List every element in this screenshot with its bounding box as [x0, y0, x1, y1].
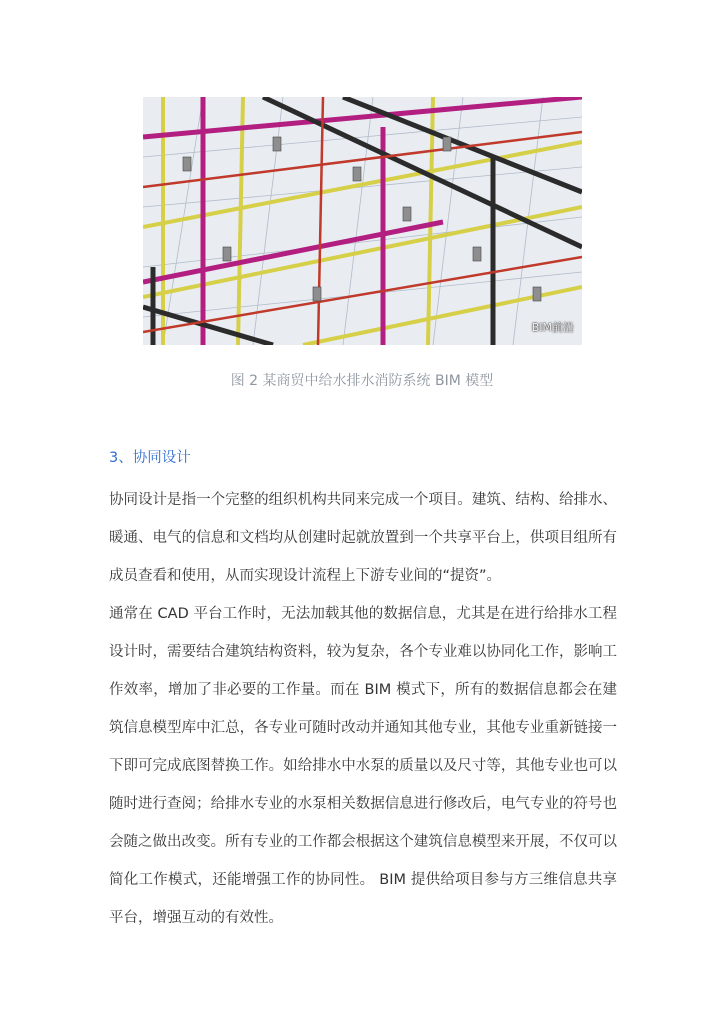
image-watermark: BIM前沿	[531, 321, 574, 334]
section-heading: 3、协同设计	[109, 450, 191, 466]
bim-model-image	[143, 97, 582, 345]
paragraph-cad-vs-bim: 通常在 CAD 平台工作时，无法加载其他的数据信息，尤其是在进行给排水工程设计时，需要结合建筑结构资料，较为复杂，各个专业难以协同化工作，影响工作效率，增加了非必要的工作量。而在 BIM 模式下，所有的数据信息都会在建筑信息模型库中汇总，各专业可随时改动并通知其他专业，其他专业重新链接一下即可完成底图替换工作。如给排水中水泵的质量以及尺寸等，其他专业也可以随时进行查阅；给排水专业的水泵相关数据信息进行修改后，电气专业的符号也会随之做出改变。所有专业的工作都会根据这个建筑信息模型来开展，不仅可以简化工作模式，还能增强工作的协同性。 BIM 提供给项目参与方三维信息共享平台，增强互动的有效性。	[109, 606, 617, 926]
figure-caption: 图 2 某商贸中给水排水消防系统 BIM 模型	[230, 373, 494, 389]
paragraph-collaborative-design: 协同设计是指一个完整的组织机构共同来完成一个项目。建筑、结构、给排水、暖通、电气的信息和文档均从创建时起就放置到一个共享平台上，供项目组所有成员查看和使用，从而实现设计流程上下游专业间的“提资”。	[109, 492, 617, 584]
bim-pipe-network-illustration	[143, 97, 582, 345]
